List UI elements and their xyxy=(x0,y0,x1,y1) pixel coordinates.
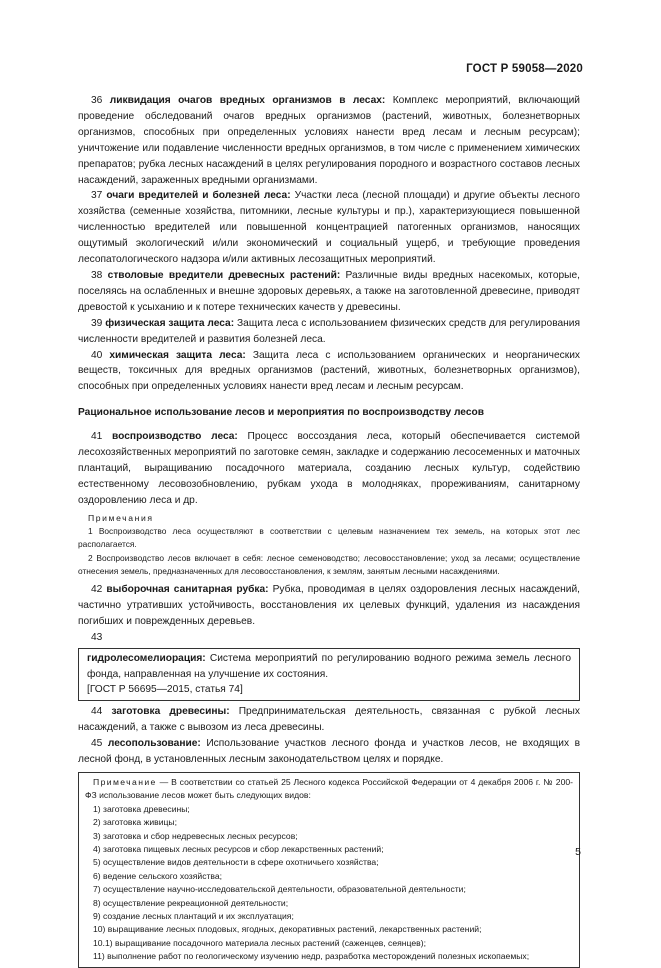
term-number: 44 xyxy=(91,706,103,718)
document-code: ГОСТ Р 59058—2020 xyxy=(466,63,583,75)
term-number: 43 xyxy=(91,631,103,643)
term-number: 38 xyxy=(91,269,103,281)
term-43-box xyxy=(78,648,580,702)
term-definition: Рубка, проводимая в целях оздоровления лесных насаждений, частично утративших устойчивость, восстановления их целевых функций, удаления из насаждения погибших и поврежденных деревьев. xyxy=(78,584,580,627)
term-title: лесопользование: xyxy=(107,738,201,750)
document-body xyxy=(78,93,580,968)
term-definition: Использование участков лесного фонда и участков лесов, не входящих в лесной фонд, в установленных лесным законодательством целях и порядке. xyxy=(78,738,580,766)
term-43 xyxy=(87,651,571,683)
term-title: физическая защита леса: xyxy=(105,317,235,329)
term-36 xyxy=(78,93,580,188)
note-item: 1 Воспроизводство леса осуществляют в соответствии с целевым назначением тех земель, на которых этот лес располагается. xyxy=(78,525,580,550)
list-item: 7) осуществление научно-исследовательской деятельности, образовательной деятельности; xyxy=(93,884,466,895)
term-definition: Предпринимательская деятельность, связанная с рубкой лесных насаждений, а также с вывозом из леса древесины. xyxy=(78,706,580,734)
term-definition: Процесс воссоздания леса, который обеспечивается системой лесохозяйственных мероприятий по заготовке семян, закладке и содержанию лесосеменных и маточных плантаций, выращиванию посадочного материала, созданию лесных культур, содействию естественному лесовозобновлению, рубкам ухода в молодняках, прореживаниям, санитарному оздоровлению леса и др. xyxy=(78,431,580,506)
list-item: 9) создание лесных плантаций и их эксплуатация; xyxy=(93,911,294,922)
list-item: 6) ведение сельского хозяйства; xyxy=(93,870,223,881)
usage-types-list xyxy=(85,803,573,964)
list-item: 10) выращивание лесных плодовых, ягодных, декоративных растений, лекарственных растений; xyxy=(93,924,482,935)
list-item: 11) выполнение работ по геологическому изучению недр, разработка месторождений полезных ископаемых; xyxy=(93,951,530,962)
term-definition: Система мероприятий по регулированию водного режима земель лесного фонда, направленная на улучшение их состояния. xyxy=(87,652,571,680)
term-number: 39 xyxy=(91,317,103,329)
term-38 xyxy=(78,268,580,316)
term-44 xyxy=(78,704,580,736)
list-item: 10.1) выращивание посадочного материала лесных растений (саженцев, сеянцев); xyxy=(93,937,426,948)
note-lead xyxy=(85,776,573,803)
list-item: 2) заготовка живицы; xyxy=(93,817,177,828)
term-37 xyxy=(78,188,580,268)
list-item: 3) заготовка и сбор недревесных лесных ресурсов; xyxy=(93,830,298,841)
list-item: 5) осуществление видов деятельности в сфере охотничьего хозяйства; xyxy=(93,857,379,868)
term-definition: Участки леса (лесной площади) и другие объекты лесного хозяйства (семенные хозяйства, питомники, лесные культуры и пр.), характеризующиеся повышенной численностью вредителей или повышенной концентрацией патогенных организмов, наносящих ощутимый экологический и/или экономический и социальный ущерб, и требующие проведения лесопатологического надзора и/или активных лесозащитных мероприятий. xyxy=(78,190,580,266)
notes-heading: Примечания xyxy=(88,512,154,523)
term-40 xyxy=(78,348,580,396)
page-number: 5 xyxy=(575,846,581,858)
term-number: 41 xyxy=(91,431,103,443)
term-title: очаги вредителей и болезней леса: xyxy=(106,190,291,202)
term-number: 45 xyxy=(91,738,103,750)
note-45-box xyxy=(78,772,580,968)
term-title: заготовка древесины: xyxy=(111,706,230,718)
term-title: химическая защита леса: xyxy=(109,349,246,361)
term-number: 42 xyxy=(91,584,103,596)
term-title: выборочная санитарная рубка: xyxy=(106,584,269,596)
term-definition: Различные виды вредных насекомых, которые, поселяясь на ослабленных и внешне здоровых деревьях, а также на заготовленной древесине, приводят древостой к усыханию и к потере технических качеств у древесины. xyxy=(78,269,580,313)
term-title: воспроизводство леса: xyxy=(112,431,238,443)
list-item: 4) заготовка пищевых лесных ресурсов и сбор лекарственных растений; xyxy=(93,844,384,855)
note-item: 2 Воспроизводство лесов включает в себя: лесное семеноводство; лесовосстановление; уход за лесами; осуществление отнесения земель, предназначенных для лесовосстановления, к землям, занятым лесными насаждениями. xyxy=(78,552,580,577)
note-heading: Примечание xyxy=(93,777,157,787)
term-title: гидролесомелиорация: xyxy=(87,652,206,664)
term-39 xyxy=(78,316,580,348)
term-title: стволовые вредители древесных растений: xyxy=(107,269,341,281)
standard-reference: [ГОСТ Р 56695—2015, статья 74] xyxy=(87,684,243,696)
term-number: 37 xyxy=(91,190,103,202)
term-number: 36 xyxy=(91,95,103,106)
section-title: Рациональное использование лесов и мероприятия по воспроизводству лесов xyxy=(78,407,484,419)
term-definition: Защита леса с использованием физических средств для регулирования численности вредителей и развития болезней леса. xyxy=(78,317,580,345)
note-lead-text: — В соответствии со статьей 25 Лесного кодекса Российской Федерации от 4 декабря 2006 г. № 200-ФЗ использование лесов может быть следующих видов: xyxy=(85,777,573,801)
term-number: 40 xyxy=(91,349,103,361)
term-45 xyxy=(78,736,580,768)
term-definition: Защита леса с использованием органических и неорганических веществ, токсичных для вредных организмов (растений, животных, болезнетворных организмов), способных при определенных условиях нанести вред лесам и лесным ресурсам. xyxy=(78,349,580,393)
list-item: 8) осуществление рекреационной деятельности; xyxy=(93,897,289,908)
term-41 xyxy=(78,429,580,509)
list-item: 1) заготовка древесины; xyxy=(93,803,190,814)
term-42 xyxy=(78,582,580,630)
term-title: ликвидация очагов вредных организмов в лесах: xyxy=(109,95,386,106)
term-definition: Комплекс мероприятий, включающий проведение обследований очагов вредных организмов (растений, животных, болезнетворных организмов, способных при определенных условиях нанести вред лесам и лесным ресурсам); уничтожение или подавление численности вредных организмов, в том числе с применением химических препаратов; рубка лесных насаждений в целях регулирования породного и возрастного составов лесных насаждений, зараженных вредными организмами. xyxy=(78,95,580,186)
